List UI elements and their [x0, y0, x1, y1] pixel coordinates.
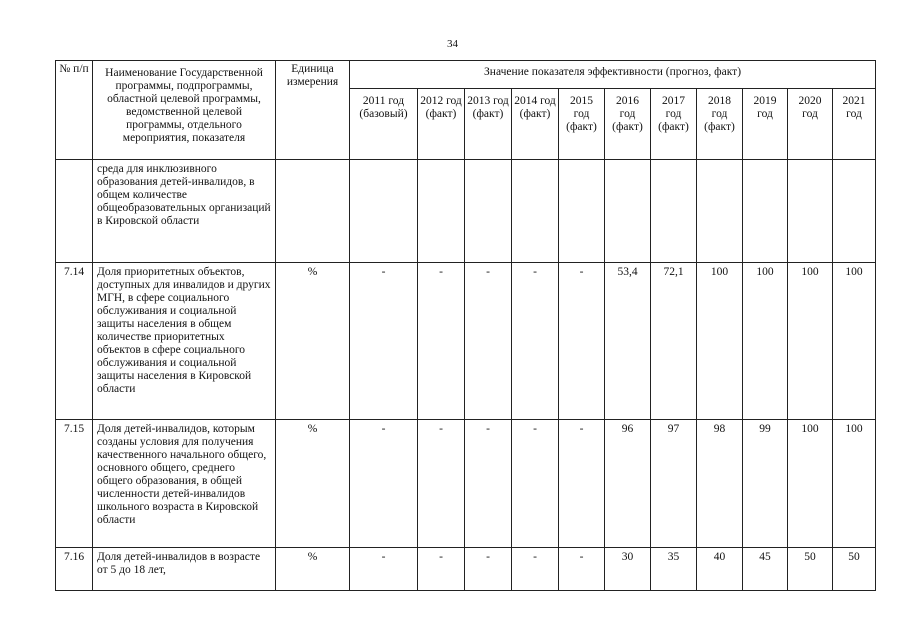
header-values: Значение показателя эффективности (прогноз, факт) — [350, 61, 876, 89]
row-value: - — [512, 420, 559, 548]
row-value: 45 — [743, 548, 788, 591]
row-value: - — [465, 420, 512, 548]
row-unit: % — [276, 420, 350, 548]
row-value: 72,1 — [651, 263, 697, 420]
row-value — [350, 160, 418, 263]
row-value: 100 — [833, 420, 876, 548]
row-value: 53,4 — [605, 263, 651, 420]
row-value: 100 — [697, 263, 743, 420]
header-name: Наименование Государственной программы, подпрограммы, областной целевой программы, ведомственной целевой программы, отдельного мероприятия, показателя — [93, 61, 276, 160]
row-value: - — [559, 548, 605, 591]
row-unit: % — [276, 263, 350, 420]
header-unit: Единица измерения — [276, 61, 350, 160]
header-year: 2014 год (факт) — [512, 89, 559, 160]
row-value: - — [418, 263, 465, 420]
header-year: 2015 год (факт) — [559, 89, 605, 160]
row-value — [833, 160, 876, 263]
header-row-1 — [56, 61, 876, 89]
row-value: - — [465, 548, 512, 591]
row-value — [697, 160, 743, 263]
row-value: 96 — [605, 420, 651, 548]
header-year: 2016 год (факт) — [605, 89, 651, 160]
row-value — [465, 160, 512, 263]
row-unit: % — [276, 548, 350, 591]
row-value — [559, 160, 605, 263]
row-value: - — [418, 420, 465, 548]
header-year: 2017 год (факт) — [651, 89, 697, 160]
row-num: 7.16 — [56, 548, 93, 591]
row-value: 100 — [788, 420, 833, 548]
row-num: 7.15 — [56, 420, 93, 548]
header-year: 2013 год (факт) — [465, 89, 512, 160]
table-row — [56, 548, 876, 591]
row-value: - — [350, 263, 418, 420]
row-value: 30 — [605, 548, 651, 591]
row-value: - — [559, 263, 605, 420]
table-row — [56, 160, 876, 263]
row-num — [56, 160, 93, 263]
row-name: Доля детей-инвалидов в возрасте от 5 до 18 лет, — [93, 548, 276, 591]
row-value: - — [465, 263, 512, 420]
row-value — [743, 160, 788, 263]
row-value — [605, 160, 651, 263]
row-value: - — [418, 548, 465, 591]
row-value: 35 — [651, 548, 697, 591]
row-value: 100 — [788, 263, 833, 420]
row-value: 50 — [833, 548, 876, 591]
row-value: - — [512, 263, 559, 420]
row-num: 7.14 — [56, 263, 93, 420]
row-value: - — [559, 420, 605, 548]
row-name: среда для инклюзивного образования детей-инвалидов, в общем количестве общеобразовательных организаций в Кировской области — [93, 160, 276, 263]
row-value: - — [350, 548, 418, 591]
row-value: 50 — [788, 548, 833, 591]
row-value: 100 — [743, 263, 788, 420]
page-number: 34 — [447, 38, 458, 50]
header-year: 2018 год (факт) — [697, 89, 743, 160]
row-value — [788, 160, 833, 263]
row-value: 98 — [697, 420, 743, 548]
row-value: 40 — [697, 548, 743, 591]
row-value: - — [512, 548, 559, 591]
row-value — [418, 160, 465, 263]
header-year: 2021 год — [833, 89, 876, 160]
row-value — [651, 160, 697, 263]
indicators-table — [55, 60, 876, 591]
header-year: 2020 год — [788, 89, 833, 160]
row-name: Доля приоритетных объектов, доступных для инвалидов и других МГН, в сфере социального обслуживания и социальной защиты населения в общем количестве приоритетных объектов в сфере социального обслуживания и социальной защиты населения в Кировской области — [93, 263, 276, 420]
row-value: 100 — [833, 263, 876, 420]
row-value: 97 — [651, 420, 697, 548]
row-value: 99 — [743, 420, 788, 548]
header-num: № п/п — [56, 61, 93, 160]
header-year: 2011 год (базовый) — [350, 89, 418, 160]
header-year: 2012 год (факт) — [418, 89, 465, 160]
header-year: 2019 год — [743, 89, 788, 160]
table-row — [56, 263, 876, 420]
row-value: - — [350, 420, 418, 548]
row-name: Доля детей-инвалидов, которым созданы условия для получения качественного начального общего, основного общего, среднего общего образования, в общей численности детей-инвалидов школьного возраста в Кировской области — [93, 420, 276, 548]
row-unit — [276, 160, 350, 263]
row-value — [512, 160, 559, 263]
table-row — [56, 420, 876, 548]
